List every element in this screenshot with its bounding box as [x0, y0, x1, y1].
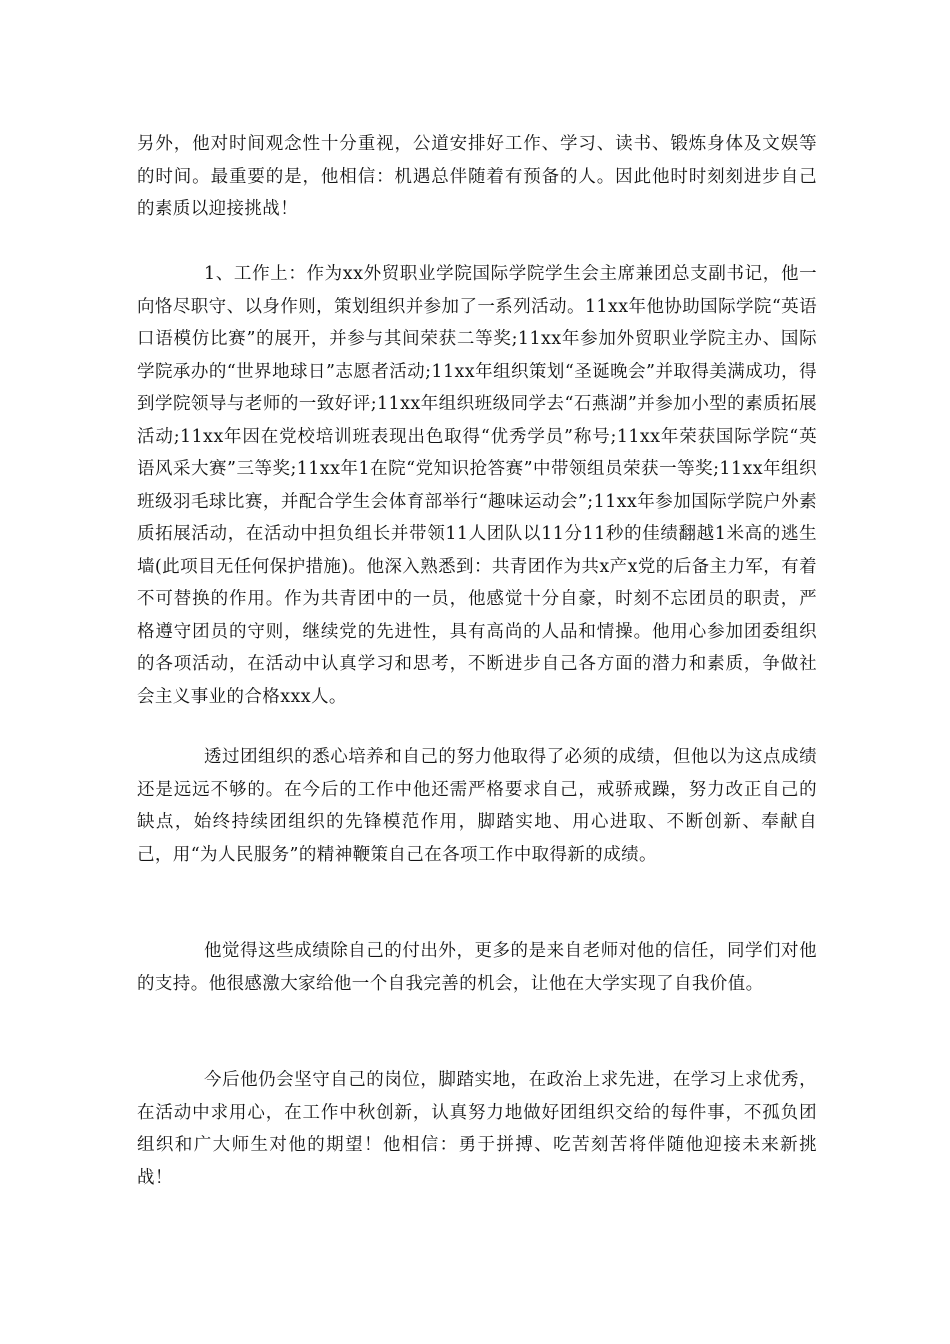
paragraph-work-achievements: 1、工作上：作为xx外贸职业学院国际学院学生会主席兼团总支副书记，他一向恪尽职守、以身作则，策划组织并参加了一系列活动。11xx年他协助国际学院“英语口语模仿比赛”的展开，并参与其间荣获二等奖;11xx年参加外贸职业学院主办、国际学院承办的“世界地球日”志愿者活动;11xx年组织策划“圣诞晚会”并取得美满成功，得到学院领导与老师的一致好评;11xx年组织班级同学去“石燕湖”并参加小型的素质拓展活动;11xx年因在党校培训班表现出色取得“优秀学员”称号;11xx年荣获国际学院“英语风采大赛”三等奖;11xx年1在院“党知识抢答赛”中带领组员荣获一等奖;11xx年组织班级羽毛球比赛，并配合学生会体育部举行“趣味运动会”;11xx年参加国际学院户外素质拓展活动，在活动中担负组长并带领11人团队以11分11秒的佳绩翻越1米高的逃生墙(此项目无任何保护措施)。他深入熟悉到：共青团作为共x产x党的后备主力军，有着不可替换的作用。作为共青团中的一员，他感觉十分自豪，时刻不忘团员的职责，严格遵守团员的守则，继续党的先进性，具有高尚的人品和情操。他用心参加团委组织的各项活动，在活动中认真学习和思考，不断进步自己各方面的潜力和素质，争做社会主义事业的合格xxx人。 — [137, 264, 817, 707]
paragraph-future-improvement: 透过团组织的悉心培养和自己的努力他取得了必须的成绩，但他以为这点成绩还是远远不够的。在今后的工作中他还需严格要求自己，戒骄戒躁，努力改正自己的缺点，始终持续团组织的先锋模范作用，脚踏实地、用心进取、不断创新、奉献自己，用“为人民服务”的精神鞭策自己在各项工作中取得新的成绩。 — [137, 747, 817, 865]
paragraph-gratitude: 他觉得这些成绩除自己的付出外，更多的是来自老师对他的信任，同学们对他的支持。他很感激大家给他一个自我完善的机会，让他在大学实现了自我价值。 — [137, 941, 817, 994]
paragraph-time-management: 另外，他对时间观念性十分重视，公道安排好工作、学习、读书、锻炼身体及文娱等的时间。最重要的是，他相信：机遇总伴随着有预备的人。因此他时时刻刻进步自己的素质以迎接挑战！ — [137, 134, 817, 219]
paragraph-future-commitment: 今后他仍会坚守自己的岗位，脚踏实地，在政治上求先进，在学习上求优秀，在活动中求用心，在工作中秋创新，认真努力地做好团组织交给的每件事，不孤负团组织和广大师生对他的期望！他相信：勇于拼搏、吃苦刻苦将伴随他迎接未来新挑战！ — [137, 1070, 817, 1188]
